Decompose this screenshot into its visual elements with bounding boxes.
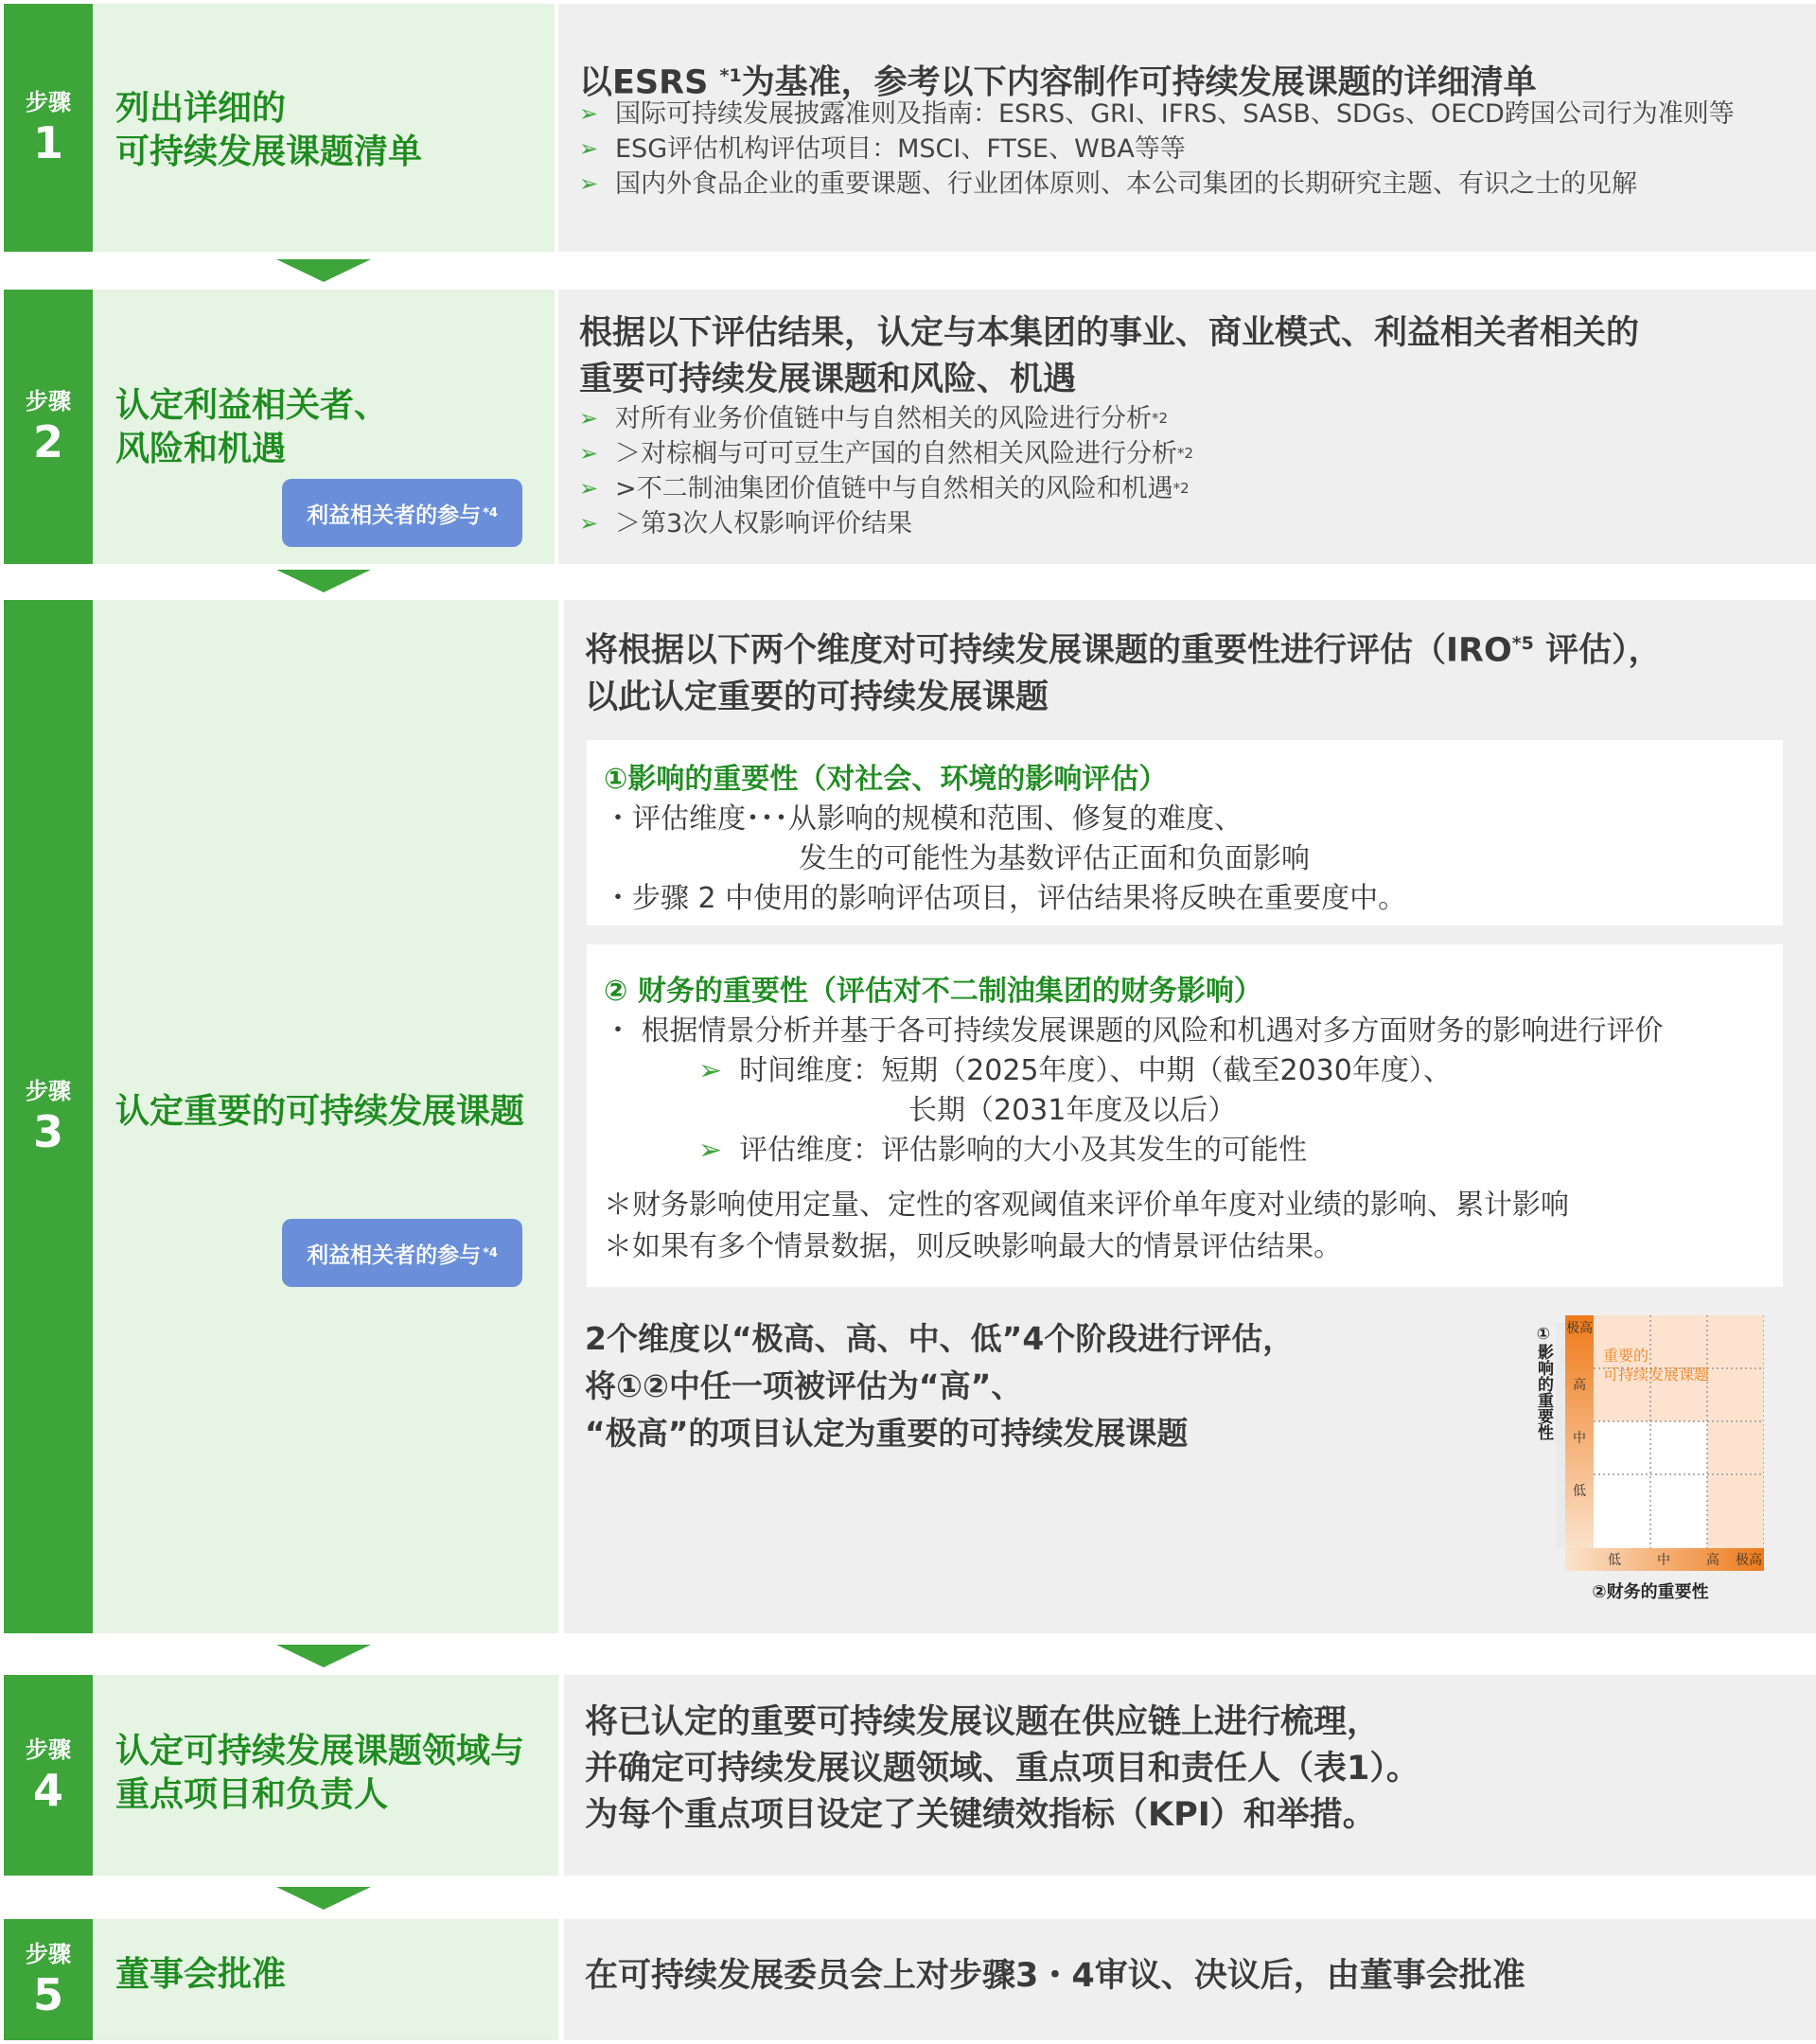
- step-3: [4, 600, 1816, 1633]
- step-2-content: [558, 290, 1816, 564]
- list-item: ➢ ESG评估机构评估项目：MSCI、FTSE、WBA等等: [579, 132, 1735, 167]
- step-1-tag: [4, 4, 93, 252]
- card-line: 长期（2031年度及以后）: [908, 1094, 1237, 1127]
- step-5-content: [564, 1919, 1816, 2040]
- card-line: ・ 根据情景分析并基于各可持续发展课题的风险和机遇对多方面财务的影响进行评价: [604, 1014, 1664, 1048]
- card-note: ＊财务影响使用定量、定性的客观阈值来评价单年度对业绩的影响、累计影响: [604, 1189, 1569, 1222]
- step-3-title: [115, 1090, 524, 1134]
- y-level-label: 低: [1573, 1484, 1586, 1499]
- step-1: [4, 4, 1816, 252]
- step-1-bullets: [579, 97, 1735, 202]
- title-line: 可持续发展课题清单: [115, 132, 423, 171]
- zone-label-1: 重要的: [1603, 1347, 1649, 1365]
- step-label: 步骤: [26, 388, 71, 414]
- step-5-tag: [4, 1919, 93, 2040]
- step-3-title-box: [93, 600, 558, 1633]
- step-1-title-box: [93, 4, 555, 252]
- step-3-heading: 将根据以下两个维度对可持续发展课题的重要性进行评估（IRO$^{*5}$ 评估）， 以此认定重要的可持续发展课题: [585, 631, 1662, 716]
- step-number: 4: [32, 1765, 63, 1816]
- step-2-bullets: [579, 401, 1193, 541]
- x-level-label: 中: [1657, 1553, 1670, 1568]
- step-number: 5: [32, 1969, 63, 2020]
- step-5-title: [115, 1953, 286, 1997]
- list-item: ➢ 国内外食品企业的重要课题、行业团体原则、本公司集团的长期研究主题、有识之士的见解: [579, 167, 1735, 202]
- x-level-label: 极高: [1736, 1553, 1762, 1568]
- card-line: ➢ 时间维度：短期（2025年度）、中期（截至2030年度）、: [698, 1054, 1452, 1087]
- down-arrow-icon: [276, 570, 371, 592]
- materiality-matrix: [1366, 1315, 1764, 1599]
- step-label: 步骤: [26, 89, 71, 115]
- zone-label-2: 可持续发展课题: [1603, 1366, 1710, 1383]
- step-3-content: [564, 600, 1816, 1633]
- y-level-label: 中: [1573, 1431, 1586, 1446]
- step-number: 2: [32, 416, 63, 467]
- card-line: ・评估维度･･･从影响的规模和范围、修复的难度、: [604, 802, 1243, 836]
- step-1-heading: 以ESRS $^{*1}$为基准，参考以下内容制作可持续发展课题的详细清单: [579, 63, 1537, 102]
- step-2-heading: 根据以下评估结果，认定与本集团的事业、商业模式、利益相关者相关的 重要可持续发展课题和风险、机遇: [579, 314, 1640, 398]
- title-line: 风险和机遇: [115, 430, 287, 468]
- card-title: ② 财务的重要性（评估对不二制油集团的财务影响）: [604, 975, 1262, 1008]
- down-arrow-icon: [276, 259, 371, 282]
- x-axis-title: ②财务的重要性: [1592, 1582, 1709, 1599]
- arrow-icon: ➢: [579, 135, 599, 162]
- title-line: 认定可持续发展课题领域与: [115, 1732, 525, 1771]
- financial-materiality-card: [587, 944, 1783, 1287]
- title-line: 列出详细的: [115, 89, 287, 128]
- arrow-icon: ➢: [579, 510, 599, 537]
- arrow-icon: ➢: [579, 405, 599, 432]
- list-item: ➢ 国际可持续发展披露准则及指南：ESRS、GRI、IFRS、SASB、SDGs、OECD跨国公司行为准则等: [579, 97, 1735, 132]
- step-label: 步骤: [26, 1736, 71, 1763]
- arrow-icon: ➢: [579, 440, 599, 467]
- y-axis-title: ①影响的重要性: [1534, 1325, 1553, 1440]
- arrow-icon: ➢: [579, 100, 599, 127]
- down-arrow-icon: [276, 1887, 371, 1910]
- step-5-title-box: [93, 1919, 558, 2040]
- y-level-label: 极高: [1566, 1321, 1593, 1336]
- step-4-content: [564, 1675, 1816, 1876]
- arrow-icon: ➢: [579, 475, 599, 502]
- step-3-summary: 2个维度以“极高、高、中、低”4个阶段进行评估， 将①②中任一项被评估为“高”、 “极高”的项目认定为重要的可持续发展课题: [585, 1320, 1295, 1452]
- stakeholder-engagement-badge: 利益相关者的参与 *4: [282, 1219, 522, 1287]
- step-5-heading: 在可持续发展委员会上对步骤3・4审议、决议后，由董事会批准: [585, 1957, 1525, 1995]
- impact-materiality-card: [587, 740, 1783, 925]
- step-4-heading: 将已认定的重要可持续发展议题在供应链上进行梳理， 并确定可持续发展议题领域、重点项目和责任人（表1）。 为每个重点项目设定了关键绩效指标（KPI）和举措。: [585, 1703, 1419, 1834]
- card-line: ➢ 评估维度：评估影响的大小及其发生的可能性: [698, 1134, 1308, 1167]
- list-item: ➢ ＞对棕榈与可可豆生产国的自然相关风险进行分析 *2: [579, 436, 1193, 471]
- step-number: 1: [32, 117, 63, 168]
- title-line: 董事会批准: [115, 1955, 287, 1994]
- title-line: 认定重要的可持续发展课题: [115, 1092, 525, 1131]
- step-label: 步骤: [26, 1078, 71, 1104]
- x-level-label: 高: [1706, 1553, 1719, 1568]
- card-line: ・步骤 2 中使用的影响评估项目，评估结果将反映在重要度中。: [604, 882, 1407, 915]
- y-level-label: 高: [1573, 1378, 1586, 1393]
- arrow-icon: ➢: [698, 1134, 723, 1167]
- card-line: 发生的可能性为基数评估正面和负面影响: [799, 842, 1310, 875]
- stakeholder-engagement-badge: 利益相关者的参与 *4: [282, 479, 522, 547]
- list-item: ➢ >不二制油集团价值链中与自然相关的风险和机遇 *2: [579, 471, 1193, 506]
- card-title: ①影响的重要性（对社会、环境的影响评估）: [604, 763, 1168, 796]
- step-2-tag: [4, 290, 93, 564]
- list-item: ➢ ＞第3次人权影响评价结果: [579, 506, 1193, 541]
- step-2-title-box: [93, 290, 555, 564]
- step-1-title: [115, 87, 422, 174]
- step-5: [4, 1919, 1816, 2040]
- step-2: [4, 290, 1816, 564]
- arrow-icon: ➢: [579, 170, 599, 197]
- step-label: 步骤: [26, 1941, 71, 1967]
- step-number: 3: [32, 1106, 63, 1157]
- step-3-tag: [4, 600, 93, 1633]
- card-note: ＊如果有多个情景数据，则反映影响最大的情景评估结果。: [604, 1230, 1342, 1263]
- list-item: ➢ 对所有业务价值链中与自然相关的风险进行分析 *2: [579, 401, 1193, 436]
- arrow-icon: ➢: [698, 1054, 723, 1087]
- step-1-content: [558, 4, 1816, 252]
- title-line: 认定利益相关者、: [115, 386, 389, 425]
- x-level-label: 低: [1608, 1553, 1621, 1568]
- step-4-title: [115, 1730, 524, 1817]
- step-4-tag: [4, 1675, 93, 1876]
- down-arrow-icon: [276, 1645, 371, 1667]
- step-2-title: [115, 384, 388, 471]
- title-line: 重点项目和负责人: [115, 1775, 389, 1814]
- step-4-title-box: [93, 1675, 558, 1876]
- step-4: [4, 1675, 1816, 1876]
